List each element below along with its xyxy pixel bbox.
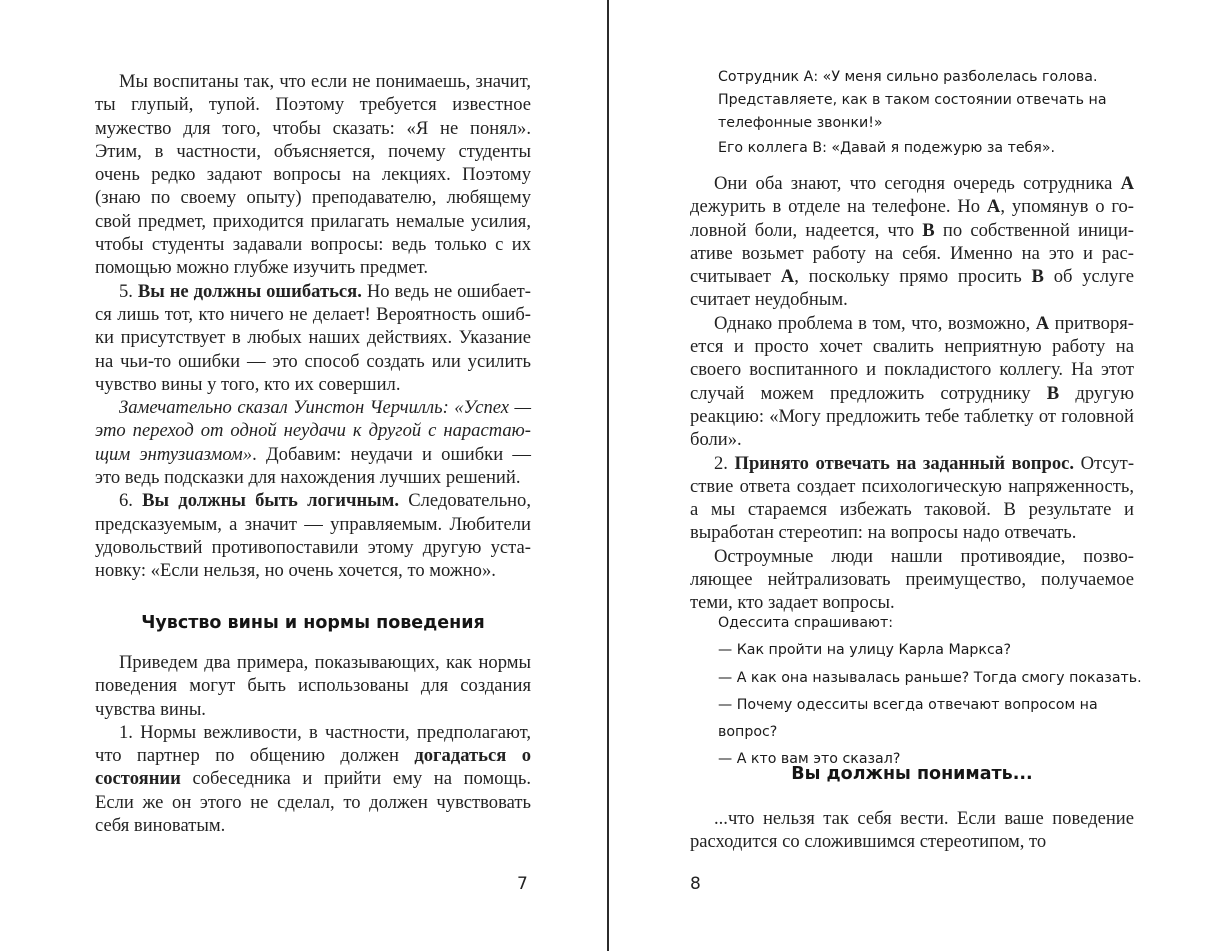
section-intro-paragraph: Приведем два примера, показывающих, как нормы поведения могут быть использованы для создания чувства вины. xyxy=(95,652,531,720)
employee-a-label: А xyxy=(780,266,795,288)
point-6-text: Следовательно, предсказуемым, а значит — управляемым. Любители удовольствий противопоставили этому другую установку: «Если нельзя, но очень хочется, то можно». xyxy=(95,490,531,582)
employee-b-label: В xyxy=(1046,382,1060,404)
paragraph-duty xyxy=(690,172,1134,312)
paragraph-pretend xyxy=(690,312,1134,452)
point-1-text: 1. Нормы вежливости, в частности, предполагают, что партнер по общению должен xyxy=(95,721,531,767)
book-gutter xyxy=(607,0,609,951)
left-page-section-body xyxy=(95,651,531,837)
point-1-emphasis: догадаться о состоянии xyxy=(95,745,531,790)
text-run: Они оба знают, что сегодня очередь сотрудника xyxy=(714,173,1121,194)
point-6-number: 6. xyxy=(119,490,143,512)
churchill-quote-paragraph xyxy=(95,396,531,489)
point-2-number: 2. xyxy=(714,452,735,474)
joke-line-1: Одессита спрашивают: xyxy=(718,615,894,631)
joke-line-4: — Почему одесситы всегда отвечают вопросом на вопрос? xyxy=(718,696,1098,741)
point-6-title: Вы должны быть логичным. xyxy=(142,490,399,512)
joke-line-3: — А как она называлась раньше? Тогда смогу показать. xyxy=(718,669,1142,686)
text-run: дежурить в отделе на телефоне. Но xyxy=(690,196,987,218)
text-run: , упомянув о головной боли, надеется, что xyxy=(690,196,1134,241)
employee-b-label: В xyxy=(1031,266,1044,288)
dialog-line-employee-a: Сотрудник А: «У меня сильно разболелась голова. Представляете, как в таком состоянии отвечать на телефонные звонки!» xyxy=(718,69,1107,131)
paragraph-behaviour: ...что нельзя так себя вести. Если ваше поведение расходится со сложившимся стереотипом, то xyxy=(690,808,1134,853)
section-heading-guilt-norms: Чувство вины и нормы поведения xyxy=(141,613,485,633)
right-page-closing xyxy=(690,807,1134,854)
dialog-colleagues xyxy=(718,66,1134,160)
point-6-paragraph xyxy=(95,489,531,582)
right-page-body xyxy=(690,172,1134,615)
page-number-right: 8 xyxy=(690,874,701,894)
page-number-left: 7 xyxy=(517,874,528,894)
point-2-text: Отсутствие ответа создает психологическую напряженность, а мы стараемся избежать таковой. В результате и выработан стереотип: на вопросы надо отвечать. xyxy=(690,452,1135,544)
churchill-quote: Замечательно сказал Уинстон Черчилль: «Успех — это переход от одной неудачи к другой с нарастающим энтузиазмом» xyxy=(95,397,531,465)
dialog-odessa-joke xyxy=(718,610,1148,774)
point-5-number: 5. xyxy=(119,280,138,302)
text-run: притворяется и просто хочет свалить неприятную работу на своего воспитанного и покладистого коллегу. На этот случай можем предложить сотруднику xyxy=(690,312,1134,404)
text-run: Однако проблема в том, что, возможно, xyxy=(714,312,1036,334)
point-5-text: Но ведь не ошибается лишь тот, кто ничего не делает! Вероятность ошибки присутствует в любых наших действиях. Указание на чьи-то ошибки — это способ создать или усилить чувство вины у того, кто их совершил. xyxy=(95,280,531,395)
right-page xyxy=(610,0,1214,951)
text-run: , поскольку прямо просить xyxy=(794,266,1032,288)
paragraph-intro-misunderstanding: Мы воспитаны так, что если не понимаешь, значит, ты глупый, тупой. Поэтому требуется известное мужество для того, чтобы сказать: «Я не понял». Этим, в частности, объясняется, почему студенты очень редко задают вопросы на лекциях. Поэтому (знаю по своему опыту) преподавателю, любящему свой предмет, приходится прилагать немалые усилия, чтобы студенты задавали вопросы: ведь только с их помощью можно глубже изучить предмет. xyxy=(95,71,531,279)
point-2-title: Принято отвечать на заданный вопрос. xyxy=(734,452,1075,474)
point-1-rest: собеседника и прийти ему на помощь. Если же он этого не сделал, то должен чувствовать себя виноватым. xyxy=(95,768,531,837)
employee-a-label: А xyxy=(986,196,1001,218)
joke-line-5: — А кто вам это сказал? xyxy=(718,751,901,768)
text-run: по собственной инициативе возьмет работу на себя. Именно на это и рассчитывает xyxy=(690,219,1134,288)
left-page xyxy=(0,0,606,951)
text-run: другую реакцию: «Могу предложить тебе таблетку от головной боли». xyxy=(690,382,1134,451)
employee-b-label: В xyxy=(922,219,935,241)
churchill-comment: . Добавим: неудачи и ошибки — это ведь подсказки для нахождения лучших решений. xyxy=(95,443,531,489)
section-heading-must-understand: Вы должны понимать... xyxy=(791,764,1033,784)
joke-line-2: — Как пройти на улицу Карла Маркса? xyxy=(718,642,1012,659)
point-1-paragraph xyxy=(95,721,531,837)
dialog-line-employee-b: Его коллега В: «Давай я подежурю за тебя». xyxy=(718,140,1056,156)
point-2-paragraph xyxy=(690,452,1134,545)
text-run: об услуге считает неудобным. xyxy=(690,266,1134,311)
left-page-body xyxy=(95,70,531,583)
paragraph-antidote: Остроумные люди нашли противоядие, позволяющее нейтрализовать преимущество, получаемое теми, кто задает вопросы. xyxy=(690,545,1134,614)
point-5-paragraph xyxy=(95,280,531,396)
employee-a-label: А xyxy=(1120,173,1134,194)
point-5-title: Вы не должны ошибаться. xyxy=(137,280,362,302)
employee-a-label: А xyxy=(1035,312,1050,334)
